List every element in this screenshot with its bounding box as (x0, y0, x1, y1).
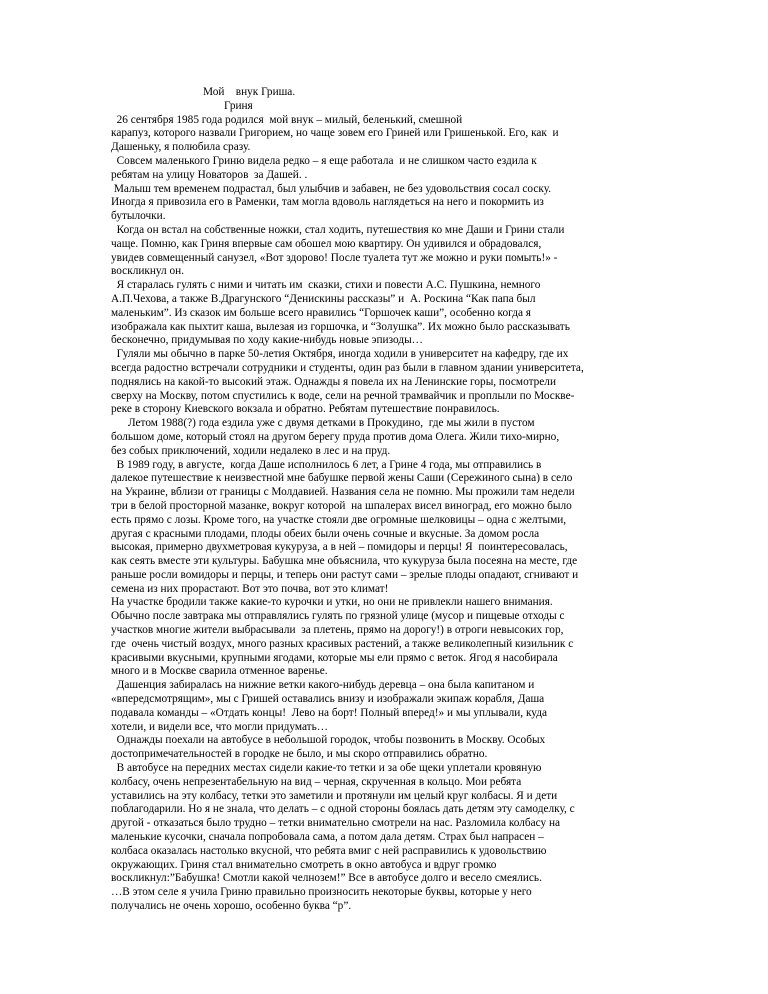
text-line: На участке бродили также какие-то курочки и утки, но они не привлекли нашего внимания. (111, 596, 553, 609)
text-line: красивыми вкусными, крупными ягодами, которые мы ели прямо с веток. Ягод я насобирала (111, 651, 558, 664)
text-line: Обычно после завтрака мы отправлялись гулять по грязной улице (мусор и пищевые отходы с (111, 610, 565, 623)
text-line: В автобусе на передних местах сидели какие-то тетки и за обе щеки уплетали кровяную (111, 762, 542, 775)
text-line: сверху на Москву, потом спустились к воде, сели на речной трамвайчик и проплыли по Москве- (111, 389, 575, 402)
text-line: Дашенция забиралась на нижние ветки какого-нибудь деревца – она была капитаном и (111, 679, 535, 692)
text-line: где очень чистый воздух, много разных красивых растений, а также великолепный кизильник с (111, 637, 574, 650)
text-line: Летом 1988(?) года ездила уже с двумя детками в Прокудино, где мы жили в пустом (111, 417, 535, 430)
text-line: Однажды поехали на автобусе в небольшой городок, чтобы позвонить в Москву. Особых (111, 734, 546, 747)
text-line: увидев совмещенный санузел, «Вот здорово! После туалета тут же можно и руки помыть!» - (111, 251, 558, 264)
text-line: есть прямо с лозы. Кроме того, на участке стояли две огромные шелковицы – одна с желтыми, (111, 513, 567, 526)
text-line: получались не очень хорошо, особенно буква “р”. (111, 900, 352, 913)
text-line: А.П.Чехова, а также В.Драгунского “Денискины рассказы” и А. Роскина “Как папа был (111, 292, 536, 305)
text-line: достопримечательностей в городке не было, и мы скоро отправились обратно. (111, 748, 488, 761)
document-title: Мой внук Гриша. (203, 86, 296, 98)
text-line: колбаса оказалась настолько вкусной, что ребята вмиг с ней расправились к удовольствию (111, 844, 547, 857)
text-line: Малыш тем временем подрастал, был улыбчив и забавен, не без удовольствия сосал соску. (111, 182, 552, 195)
text-line: далекое путешествие к неизвестной мне бабушке первой жены Саши (Сережиного сына) в село (111, 472, 573, 485)
text-line: всегда радостно встречали сотрудники и студенты, один раз были в главном здании университета, (111, 361, 584, 374)
text-line: Я старалась гулять с ними и читать им сказки, стихи и повести А.С. Пушкина, немного (111, 279, 541, 292)
text-line: подавала команды – «Отдать концы! Лево на борт! Полный вперед!» и мы уплывали, куда (111, 706, 547, 719)
text-line: Иногда я привозила его в Раменки, там могла вдоволь наглядеться на него и покормить из (111, 196, 544, 209)
text-line: воскликнул он. (111, 265, 185, 278)
text-line: без собых приключений, ходили недалеко в лес и на пруд. (111, 444, 391, 457)
text-line: Когда он встал на собственные ножки, стал ходить, путешествия ко мне Даши и Грини стали (111, 223, 565, 236)
text-line: уставились на эту колбасу, тетки это заметили и протянули им целый круг колбасы. Я и дети (111, 789, 558, 802)
text-line: раньше росли вомидоры и перцы, и теперь они растут сами – зрелые плоды опадают, сгнивают и (111, 568, 579, 581)
text-line: Дашеньку, я полюбила сразу. (111, 141, 251, 154)
document-page (111, 86, 651, 914)
text-line: «впередсмотрящим», мы с Гришей оставались внизу и изображали экипаж корабля, Даша (111, 693, 545, 706)
text-line: воскликнул:”Бабушка! Смотли какой челнозем!” Все в автобусе долго и весело смеялись. (111, 872, 542, 885)
text-line: карапуз, которого назвали Григорием, но чаще зовем его Гриней или Гришенькой. Его, как и (111, 127, 559, 140)
text-line: на Украине, вблизи от границы с Молдавией. Названия села не помню. Мы прожили там недели (111, 486, 575, 499)
text-line: бесконечно, придумывая по ходу какие-нибудь новые эпизоды… (111, 334, 423, 347)
text-line: поднялись на какой-то высокий этаж. Однажды я повела их на Ленинские горы, посмотрели (111, 375, 556, 388)
text-line: маленькие кусочки, сначала попробовала сама, а потом дала детям. Страх был напрасен – (111, 831, 544, 844)
text-line: много и в Москве сварила отменное варенье. (111, 665, 328, 678)
text-line: хотели, и видели все, что могли придумать… (111, 720, 329, 733)
text-line: Совсем маленького Гриню видела редко – я еще работала и не слишком часто ездила к (111, 154, 537, 167)
text-line: как сеять вместе эти культуры. Бабушка мне объяснила, что кукуруза была посеяна на месте, где (111, 555, 578, 568)
text-line: окружающих. Гриня стал внимательно смотреть в окно автобуса и вдруг громко (111, 858, 497, 871)
document-body (111, 114, 651, 914)
text-line: реке в сторону Киевского вокзала и обратно. Ребятам путешествие понравилось. (111, 403, 500, 416)
document-subtitle: Гриня (224, 99, 253, 112)
text-line: поблагодарили. Но я не знала, что делать – с одной стороны боялась дать детям эту самоделку, с (111, 803, 575, 816)
text-line: ребятам на улицу Новаторов за Дашей. . (111, 168, 308, 181)
text-line: чаще. Помню, как Гриня впервые сам обошел мою квартиру. Он удивился и обрадовался, (111, 237, 542, 250)
text-line: маленьким”. Из сказок им больше всего нравились “Горшочек каши”, особенно когда я (111, 306, 531, 319)
text-line: колбасу, очень непрезентабельную на вид – черная, скрученная в кольцо. Мои ребята (111, 775, 522, 788)
text-line: участков многие жители выбрасывали за плетень, прямо на дорогу!) в отроги невысоких гор, (111, 624, 564, 637)
text-line: …В этом селе я учила Гриню правильно произносить некоторые буквы, которые у него (111, 886, 532, 899)
text-line: три в белой просторной мазанке, вокруг которой на шпалерах висел виноград, его можно было (111, 499, 572, 512)
text-line: другой - отказаться было трудно – тетки внимательно смотрели на нас. Разломила колбасу на (111, 817, 561, 830)
text-line: В 1989 году, в августе, когда Даше исполнилось 6 лет, а Грине 4 года, мы отправились в (111, 458, 542, 471)
text-line: бутылочки. (111, 210, 166, 223)
text-line: 26 сентября 1985 года родился мой внук – милый, беленький, смешной (111, 113, 463, 126)
text-line: большом доме, который стоял на другом берегу пруда против дома Олега. Жили тихо-мирно, (111, 430, 560, 443)
text-line: Гуляли мы обычно в парке 50-летия Октября, иногда ходили в университет на кафедру, где их (111, 348, 569, 361)
text-line: семена из них прорастают. Вот это почва, вот это климат! (111, 582, 389, 595)
text-line: изображала как пыхтит каша, вылезая из горшочка, и “Золушка”. Их можно было рассказывать (111, 320, 570, 333)
text-line: высокая, примерно двухметровая кукуруза, а в ней – помидоры и перцы! Я поинтересовалась, (111, 541, 568, 554)
text-line: другая с красными плодами, плоды обеих были очень сочные и вкусные. За домом росла (111, 527, 540, 540)
